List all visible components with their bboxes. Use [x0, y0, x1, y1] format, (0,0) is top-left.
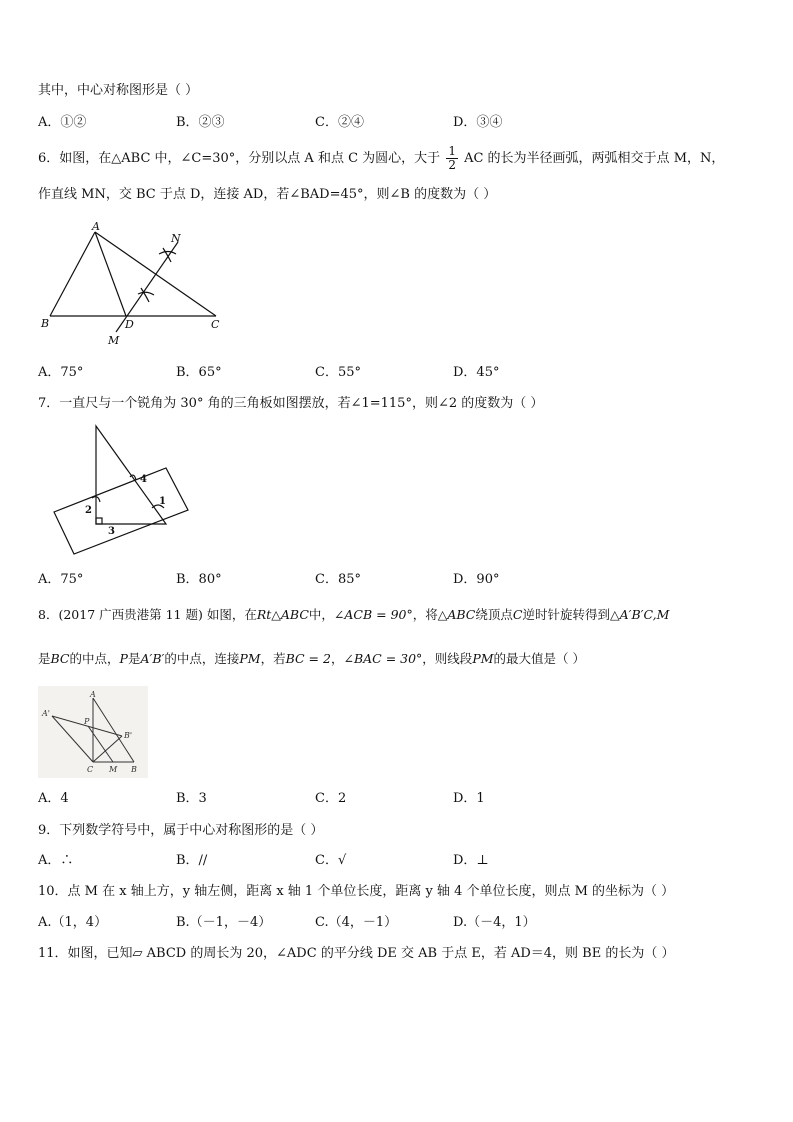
q8-text-6: 是 [38, 651, 51, 666]
q8-label-c: C [87, 765, 94, 774]
q6-segment-ad [95, 232, 126, 316]
q6-options [38, 364, 758, 382]
q7-option-c[interactable]: C．85° [315, 572, 361, 587]
q6-label-n: N [171, 232, 181, 245]
q8-question-line2 [38, 650, 585, 668]
q8-text-4: 绕顶点 [475, 607, 513, 622]
q8-option-a[interactable]: A．4 [38, 791, 69, 806]
q8-rotation-figure [38, 686, 148, 778]
q8-label-m: M [109, 765, 118, 774]
q7-label-4: 4 [140, 474, 147, 485]
q7-question: 7．一直尺与一个锐角为 30° 角的三角板如图摆放，若∠1=115°，则∠2 的度数为（ ） [38, 396, 544, 411]
q5-option-b[interactable]: B．②③ [176, 115, 225, 130]
q6-question-line2: 作直线 MN，交 BC 于点 D，连接 AD，若∠BAD=45°，则∠B 的度数为（ ） [38, 187, 497, 202]
q10-question: 10．点 M 在 x 轴上方，y 轴左侧，距离 x 轴 1 个单位长度，距离 y 轴 4 个单位长度，则点 M 的坐标为（ ） [38, 884, 675, 899]
q6-text-part1: 6．如图，在△ABC 中，∠C=30°，分别以点 A 和点 C 为圆心，大于 [38, 151, 441, 166]
q6-option-d[interactable]: D．45° [453, 365, 500, 380]
q9-options [38, 852, 758, 870]
q8-option-b[interactable]: B．3 [176, 791, 207, 806]
q8-segment-bc: BC [50, 651, 70, 666]
q8-text-3: ，将 [412, 607, 438, 622]
q8-label-b-prime: B' [124, 731, 133, 740]
q8-rt-triangle: Rt△ABC [256, 607, 309, 622]
q10-options [38, 914, 758, 932]
q7-label-1: 1 [159, 496, 166, 507]
q9-option-d[interactable]: D．⊥ [453, 853, 489, 868]
q8-text-1: 8．(2017 广西贵港第 11 题) 如图，在 [38, 607, 257, 622]
q8-text-10: ，若 [260, 651, 286, 666]
q6-arc-mark-upper-2 [163, 248, 171, 262]
q6-option-c[interactable]: C．55° [315, 365, 361, 380]
q8-segment-a2b2: A′B′ [140, 651, 165, 666]
q5-option-d[interactable]: D．③④ [453, 115, 503, 130]
q8-text-7: 的中点， [69, 651, 120, 666]
q8-text-11: ， [330, 651, 344, 666]
q8-text-12: ，则线段 [422, 651, 473, 666]
q8-triangle-abc: △ABC [437, 607, 476, 622]
q6-option-b[interactable]: B．65° [176, 365, 222, 380]
q8-text-9: 的中点，连接 [164, 651, 240, 666]
q7-ruler [54, 468, 188, 554]
q6-label-a: A [92, 220, 100, 233]
q6-fraction-numerator: 1 [448, 144, 456, 158]
q6-label-m: M [108, 334, 120, 347]
q11-question: 11．如图，已知▱ ABCD 的周长为 20，∠ADC 的平分线 DE 交 AB 于点 E，若 AD＝4，则 BE 的长为（ ） [38, 946, 675, 961]
q6-triangle-figure [38, 220, 238, 348]
q8-angle-acb: ∠ACB = 90° [333, 607, 413, 622]
q9-option-b[interactable]: B．// [176, 853, 208, 868]
q10-option-d[interactable]: D.（－4，1） [453, 915, 536, 930]
q5-option-c[interactable]: C．②④ [315, 115, 364, 130]
q6-label-b: B [41, 317, 50, 330]
q8-option-c[interactable]: C．2 [315, 791, 347, 806]
q5-option-a[interactable]: A．①② [38, 115, 87, 130]
q7-option-a[interactable]: A．75° [38, 572, 84, 587]
q8-segment-pm: PM [239, 651, 261, 666]
q8-point-p: P [119, 651, 128, 666]
q6-side-ab [50, 232, 95, 316]
q6-option-a[interactable]: A．75° [38, 365, 84, 380]
q8-text-5: 逆时针旋转得到 [522, 607, 610, 622]
q8-label-b: B [131, 765, 137, 774]
q8-options [38, 790, 758, 808]
q8-condition-bac: ∠BAC = 30° [343, 651, 423, 666]
q10-option-b[interactable]: B.（－1，－4） [176, 915, 272, 930]
q8-label-p: P [84, 717, 90, 726]
q6-arc-mark-upper [159, 252, 176, 255]
q8-segment-pm-2: PM [472, 651, 494, 666]
q6-question-line1 [38, 145, 724, 172]
q6-fraction [446, 145, 458, 172]
q8-point-c: C [512, 607, 523, 622]
q6-arc-mark-lower [138, 292, 154, 295]
q8-rotated-triangle: △A′B′C,M [609, 607, 670, 622]
q6-fraction-denominator: 2 [448, 158, 456, 172]
q10-option-c[interactable]: C.（4，－1） [315, 915, 398, 930]
q7-option-d[interactable]: D．90° [453, 572, 500, 587]
q8-text-13: 的最大值是（ ） [493, 651, 586, 666]
q9-option-c[interactable]: C．√ [315, 853, 347, 868]
q6-label-d: D [125, 318, 134, 331]
q7-right-angle-mark [96, 518, 102, 524]
q8-condition-bc: BC = 2 [285, 651, 331, 666]
q5-options [38, 114, 758, 132]
q6-text-part2: AC 的长为半径画弧，两弧相交于点 M，N， [464, 151, 725, 166]
q8-label-a-prime: A' [42, 709, 50, 718]
q8-text-8: 是 [127, 651, 141, 666]
q6-label-c: C [211, 318, 220, 331]
q8-question-line1 [38, 606, 669, 624]
q8-option-d[interactable]: D．1 [453, 791, 485, 806]
q9-option-a[interactable]: A．∴ [38, 853, 74, 868]
q7-set-square [96, 426, 166, 524]
q8-text-2: 中， [308, 607, 334, 622]
intro-text: 其中，中心对称图形是（ ） [38, 83, 199, 98]
q8-label-a: A [90, 690, 96, 699]
q7-option-b[interactable]: B．80° [176, 572, 222, 587]
q7-label-3: 3 [108, 526, 115, 537]
q7-options [38, 571, 758, 589]
q7-ruler-triangle-figure [48, 422, 198, 558]
q10-option-a[interactable]: A.（1，4） [38, 915, 108, 930]
q7-label-2: 2 [85, 505, 92, 516]
q9-question: 9．下列数学符号中，属于中心对称图形的是（ ） [38, 823, 324, 838]
